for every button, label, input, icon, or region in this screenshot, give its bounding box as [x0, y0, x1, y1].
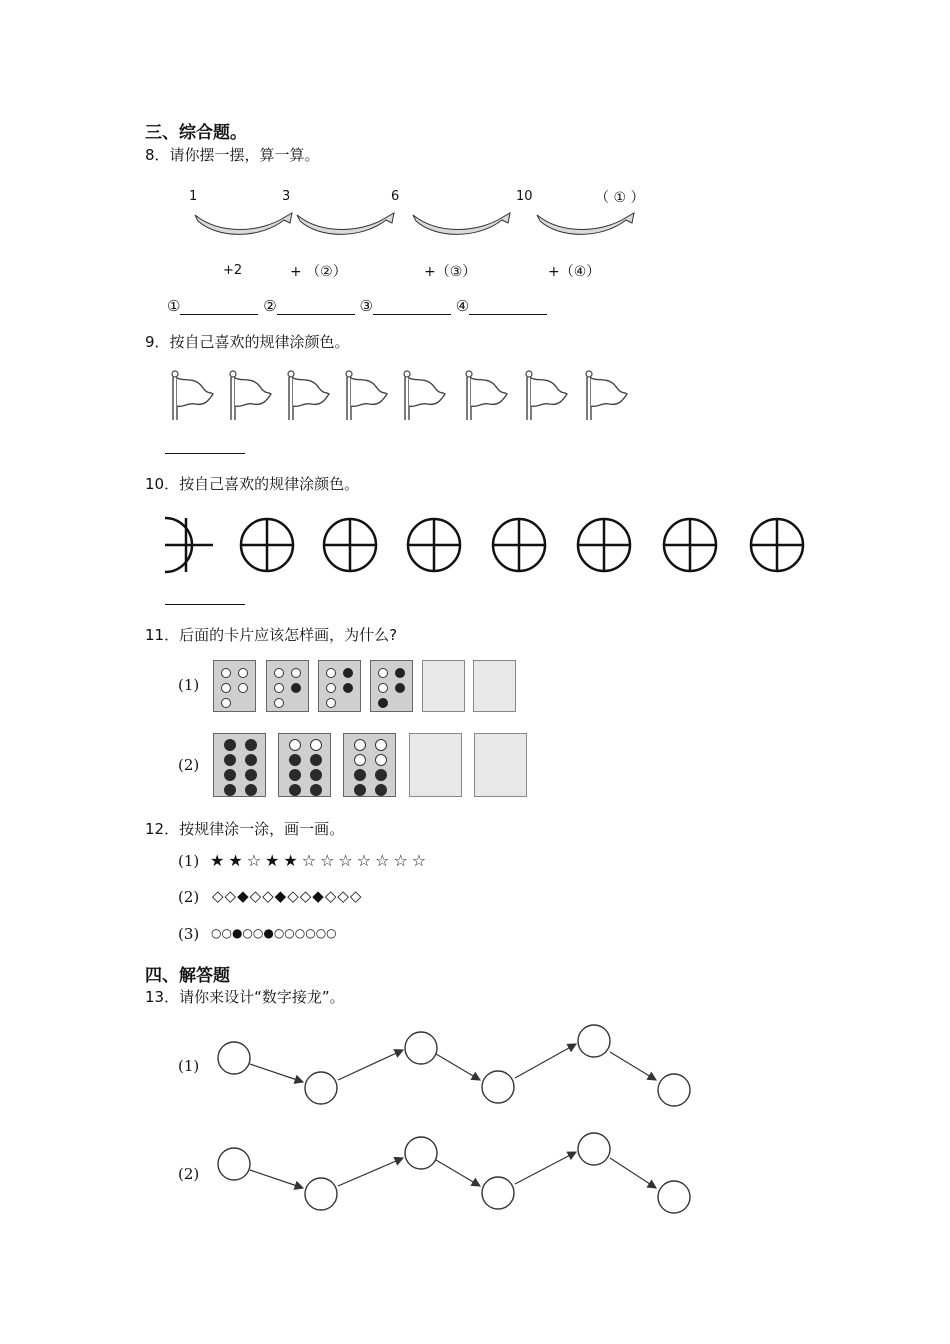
number-circle [405, 1137, 437, 1169]
question-12-prompt: 12．按规律涂一涂，画一画。 [145, 820, 345, 838]
flag-icon [346, 371, 387, 420]
q11-card [343, 733, 396, 797]
q10-answer-line[interactable] [165, 604, 245, 605]
q8-answer-2-blank[interactable] [277, 298, 355, 315]
q13-number-chain-2 [210, 1128, 700, 1218]
q11-card [370, 660, 413, 712]
q13-number-chain-1 [210, 1020, 700, 1110]
quartered-circle-icon [578, 519, 630, 571]
number-circle [482, 1071, 514, 1103]
quartered-circle-icon [324, 519, 376, 571]
section-4-title: 四、解答题 [145, 966, 230, 986]
q11-blank-card[interactable] [409, 733, 462, 797]
q8-answer-4-label: ④ [455, 297, 470, 315]
q8-answer-3-label: ③ [359, 297, 373, 315]
flag-icon [172, 371, 213, 420]
q8-number-3: 6 [391, 189, 400, 204]
quartered-circle-icon [241, 519, 293, 571]
q8-answer-3-blank[interactable] [373, 298, 451, 315]
q8-number-4: 10 [516, 189, 533, 204]
q8-answer-4-blank[interactable] [469, 298, 547, 315]
q13-row-2-label: (2) [178, 1165, 200, 1183]
question-11-prompt: 11．后面的卡片应该怎样画，为什么? [145, 626, 398, 644]
number-circle [305, 1178, 337, 1210]
q12-row-3-pattern: ○○●○○●○○○○○○ [211, 926, 337, 940]
number-circle [578, 1025, 610, 1057]
flag-icon [288, 371, 329, 420]
number-circle [218, 1042, 250, 1074]
q8-op-2: + （②） [290, 264, 347, 280]
quartered-circle-icon [408, 519, 460, 571]
q11-row-2-label: (2) [178, 756, 200, 774]
q10-circles-row [165, 514, 810, 576]
q8-answer-row [167, 297, 547, 315]
q13-row-1-label: (1) [178, 1057, 200, 1075]
q12-row-1-label: (1) [178, 852, 200, 870]
q11-blank-card[interactable] [473, 660, 516, 712]
q12-row-1-pattern: ★★☆★★☆☆☆☆☆☆☆ [210, 851, 431, 870]
number-circle [658, 1074, 690, 1106]
q12-row-3-label: (3) [178, 925, 200, 943]
q11-card [213, 733, 266, 797]
q11-card [278, 733, 331, 797]
question-13-prompt: 13．请你来设计“数字接龙”。 [145, 988, 345, 1006]
q11-card [213, 660, 256, 712]
q8-jump-arrows [180, 205, 700, 245]
q8-number-5-blank: （ ① ） [595, 190, 645, 206]
q9-flags-row [165, 368, 635, 426]
number-circle [482, 1177, 514, 1209]
q8-number-2: 3 [282, 189, 291, 204]
quartered-circle-icon [751, 519, 803, 571]
number-circle [658, 1181, 690, 1213]
flag-icon [466, 371, 507, 420]
section-3-title: 三、综合题。 [145, 123, 247, 143]
quartered-circle-icon [165, 518, 213, 572]
quartered-circle-icon [664, 519, 716, 571]
q11-blank-card[interactable] [422, 660, 465, 712]
question-10-prompt: 10．按自己喜欢的规律涂颜色。 [145, 475, 360, 493]
q8-op-1: +2 [223, 263, 243, 278]
q11-card [266, 660, 309, 712]
q11-row-1-label: (1) [178, 676, 200, 694]
q8-op-4: +（④） [548, 264, 601, 280]
q12-row-2-pattern: ◇◇◆◇◇◆◇◇◆◇◇◇ [212, 887, 363, 905]
q8-number-1: 1 [189, 189, 198, 204]
q8-op-3: +（③） [424, 264, 477, 280]
q12-row-2-label: (2) [178, 888, 200, 906]
q11-blank-card[interactable] [474, 733, 527, 797]
flag-icon [586, 371, 627, 420]
flag-icon [230, 371, 271, 420]
number-circle [305, 1072, 337, 1104]
quartered-circle-icon [493, 519, 545, 571]
flag-icon [526, 371, 567, 420]
number-circle [405, 1032, 437, 1064]
q8-answer-1-blank[interactable] [180, 298, 258, 315]
q9-answer-line[interactable] [165, 453, 245, 454]
flag-icon [404, 371, 445, 420]
q8-answer-2-label: ② [263, 297, 277, 315]
question-8-prompt: 8．请你摆一摆，算一算。 [145, 146, 320, 164]
number-circle [218, 1148, 250, 1180]
q8-answer-1-label: ① [167, 297, 181, 315]
number-circle [578, 1133, 610, 1165]
q11-card [318, 660, 361, 712]
question-9-prompt: 9．按自己喜欢的规律涂颜色。 [145, 333, 350, 351]
